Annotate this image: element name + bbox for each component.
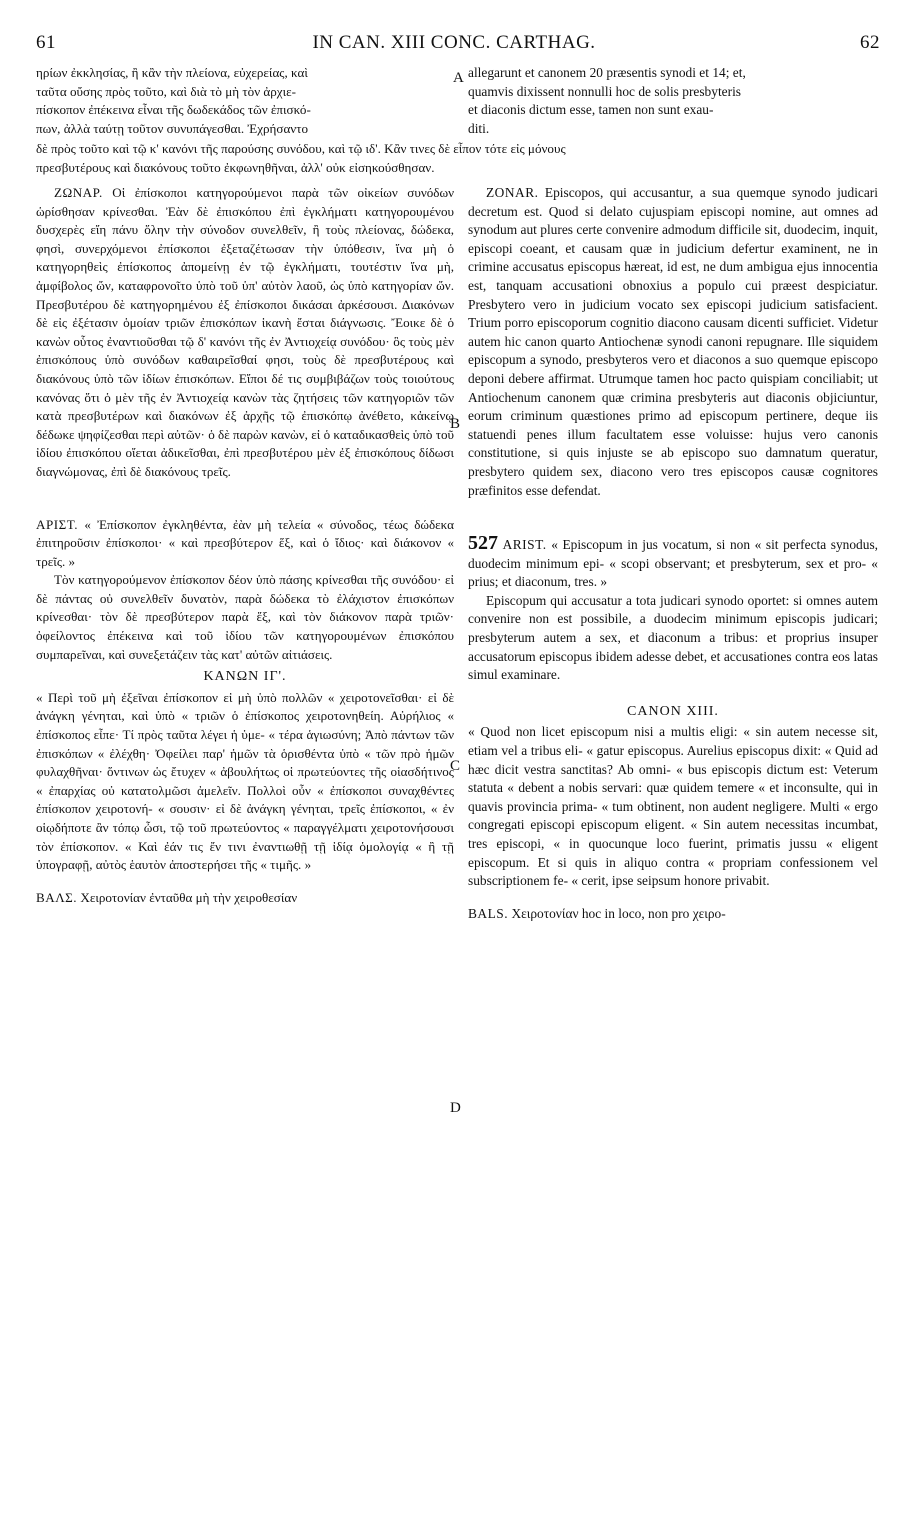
greek-canon-text: « Περὶ τοῦ μὴ ἐξεῖναι ἐπίσκοπον εἰ μὴ ὑπὸ πολλῶν « χειροτονεῖσθαι· εἰ δὲ ἀνάγκη γένηται, καὶ ὑπὸ « τριῶν ὁ ἐπίσκοπος χειροτονηθείη. Αὐρήλιος « ἐπίσκοπος εἶπε· Τί πρὸς ταῦτα λέγει ἡ ὑμε- « τέρα ἁγιωσύνη; Ἀπὸ πάντων τῶν ἐπισκόπων « ἐλέχθη· Ὀφείλει παρ' ἡμῶν τὰ ὁρισθέντα ὑπὸ « τῶν πρὸ ἡμῶν φυλαχθῆναι· ὅντινων ὡς ἔτυχεν « ἀβουλήτως οἱ πρωτεύοντες τῆς οἱασδήτινος « ἐπαρχίας οὐ κατατολμῶσι ἀμελεῖν. Πολλοὶ οὖν « ἐπίσκοποι συναχθέντες ἐπίσκοπον χειροτονή- « σουσιν· εἰ δὲ ἀνάγκη γένηται, τρεῖς ἐπίσκοποι, « ἐν οἱῳδήποτε ἂν τόπῳ ὦσι, τῷ τοῦ πρωτεύοντος « παραγγέλματι χειροτονήσουσι τὸν ἐπίσκοπον. « Καὶ ἐάν τις ἔν τινι ἐναντιωθῇ τῇ ἰδίᾳ ὁμολογίᾳ « ἢ τῇ ὑπογραφῇ, αὐτὸς ἑαυτὸν ἀποστερήσει τῆς « τιμῆς. » xyxy=(36,689,454,873)
zonaras-greek-commentary xyxy=(36,184,454,482)
zonaras-latin-text: Episcopos, qui accusantur, a sua quemque synodo judicari decretum est. Quod si delato cujuspiam episcopi nomine, aut omnes ad synodum aut plures certe convenire admodum difficile sit, duodecim, inquit, episcopi coeant, et causam quæ in judicium defertur examinent, ne in crimine accusatus episcopus hæreat, id est, ne dum ambigua ejus innocentia est, tanquam accusationi obnoxius a populo cui præest despiciatur. Presbytero vero in judicium vocato sex episcopi judicium satisfacient. Trium porro episcoporum cognitio diacono causam dicenti sufficiet. Videtur autem hic canon quarto Antiochenæ synodi canoni repugnare. Ille siquidem episcopum a synodo, presbyteros vero et diaconos a suo quemque episcopo deponi debere affirmat. Utrumque tamen hoc pacto quispiam conciliabit; ut Antiochenum canonem quæ crimina presbyteris aut diaconis objiciuntur, eorum criminum quæstiones primo ad episcopum pertinere, deque iis statuendi penes illum facultatem esse voluisse: hujus vero canonis constitutione, si quis injuste se ab episcopo suo damnatum queratur, presbytero quidem sex, diacono vero tres episcopos causæ cognitores præfinitos esse defendat. xyxy=(468,185,878,498)
latin-top-line: diti. xyxy=(468,120,490,136)
aristenus-greek-commentary xyxy=(36,516,454,572)
left-page-number: 61 xyxy=(36,32,56,53)
zonaras-latin-commentary xyxy=(468,184,878,500)
zonaras-label: ΖΩΝΑΡ. xyxy=(54,185,103,200)
greek-canon-title: ΚΑΝΩΝ ΙΓ'. xyxy=(203,669,287,685)
greek-top-line: πίσκοπον ἐπέκεινα εἶναι τῆς δωδεκάδος τῶν ἐπισκό- xyxy=(36,102,311,118)
aristenus-latin-text: Episcopum qui accusatur a tota judicari synodo oportet: si omnes autem convenire non est possibile, a duodecim minimum episcopis judicari; presbyterum autem a sex, et diaconum a tribus: et proprius insuper accusatorum episcopus ibidem adesse debet, et accusationes contra eos latas simul examinare. xyxy=(468,592,878,683)
column-number: 527 xyxy=(468,532,498,555)
margin-marker-b: B xyxy=(450,416,461,432)
running-header xyxy=(28,28,880,58)
margin-marker-a: A xyxy=(453,70,464,86)
latin-top-line: allegarunt et canonem 20 præsentis synodi et 14; et, xyxy=(468,65,746,80)
aristenus-latin-quote: « Episcopum in jus vocatum, si non « sit perfecta synodus, duodecim minimum epi- « scopi observant; et presbyterum, sex et pro- « prius; et diaconum, tres. » xyxy=(468,537,879,590)
greek-column xyxy=(36,184,454,907)
aristenus-latin-commentary xyxy=(468,534,878,592)
running-title: IN CAN. XIII CONC. CARTHAG. xyxy=(312,32,596,53)
latin-column xyxy=(468,184,878,923)
balsamon-label: ΒΑΛΣ. xyxy=(36,889,78,905)
greek-top-block xyxy=(36,64,454,138)
greek-top-line: πων, ἀλλὰ ταύτῃ τοῦτον συνυπάγεσθαι. Ἐχρήσαντο xyxy=(36,120,309,136)
book-page xyxy=(28,28,880,1528)
margin-marker-d: D xyxy=(450,1100,461,1116)
aristenus-greek-quote: « Ἐπίσκοπον ἐγκληθέντα, ἐὰν μὴ τελεία « σύνοδος, τέως δώδεκα ἐπιτηροῦσιν ἐπίσκοποι· « καὶ πρεσβύτερον ἕξ, καὶ ὁ ἴδιος· καὶ διάκονον « τρεῖς. » xyxy=(36,516,454,569)
balsamon-greek-text: Χειροτονίαν ἐνταῦθα μὴ τὴν χειροθεσίαν xyxy=(80,889,298,905)
latin-top-block xyxy=(468,64,878,138)
greek-top-line: ταῦτα οὔσης πρὸς τοῦτο, καὶ διὰ τὸ μὴ τὸν ἀρχιε- xyxy=(36,83,296,99)
balsamon-greek-commentary xyxy=(36,889,454,908)
latin-top-line: et diaconis dictum esse, tamen non sunt exau- xyxy=(468,102,714,118)
balsamon-latin-label: BALS. xyxy=(468,905,509,921)
aristenus-latin-label: ARIST. xyxy=(502,537,547,553)
balsamon-latin-commentary xyxy=(468,905,878,924)
greek-top-line: ηρίων ἐκκλησίας, ἢ κἂν τὴν πλείονα, εὐχερείας, καὶ xyxy=(36,65,308,80)
aristenus-label: ΑΡΙΣΤ. xyxy=(36,516,79,532)
zonaras-latin-label: ZONAR. xyxy=(486,185,539,200)
zonaras-greek-text: Οἱ ἐπίσκοποι κατηγορούμενοι παρὰ τῶν οἰκείων συνόδων ὡρίσθησαν κρίνεσθαι. Ἐὰν δὲ ἐπισκόπου ἐπὶ ἐγκλήματι κατηγορουμένου δυσχερὲς εἴη πάνυ ὅλην τὴν σύνοδον συνελθεῖν, ἢ τοὺς πλείονας, δώδεκα, φησὶ, συνερχόμενοι ἐπίσκοποι ἐξεταζέτωσαν τὴν ὑπόθεσιν, ἵνα μὴ ὁ κατηγορηθεὶς ἐπίσκοπος ἀπομείνῃ ἐν τῷ ἐγκλήματι, τουτέστιν ἵνα μὴ, ἀμφίβολος ὤν, καταφρονοῖτο ὑπὸ τοῦ ὑπ' αὐτὸν λαοῦ, ὡς ὑπὸ κατηγορίαν ὤν. Πρεσβυτέρου δὲ κατηγορημένου ἐξ ἐπίσκοποι δικάσαι ἀρκέσουσι. Διακόνων δὲ εἰς ἐξέτασιν ὁμοίαν τριῶν ἐπισκόπων ἱκανὴ ἔσται διάγνωσις. Ἔοικε δὲ ὁ κανὼν οὗτος ἐναντιοῦσθαι τῷ δ' κανόνι τῆς ἐν Ἀντιοχείᾳ συνόδου· ὃς τοὺς μὲν ἐπισκόπους ὑπὸ συνόδων καθαιρεῖσθαί φησι, τοὺς δὲ πρεσβυτέρους καὶ διακόνους ὑπὸ τῶν ἰδίων ἐπισκόπων. Εἴποι δέ τις συμβιβάζων τοὺς τοιούτους κανόνας ὅτι ὁ μὲν τῆς ἐν Ἀντιοχείᾳ κανὼν τὰς ζητήσεις τῶν κατηγοριῶν τῶν κατὰ πρεσβυτέρων καὶ διακόνων ἐξ ἀρχῆς τῷ ἐπισκόπῳ ἀνέθετο, κἀκείνῳ δέδωκε ψηφίζεσθαι περὶ αὐτῶν· ὁ δὲ παρὼν κανὼν, εἰ ὁ καταδικασθεὶς ὑπὸ τοῦ ἰδίου ἐπισκόπου οἴεται ἀδικεῖσθαι, ἐπὶ πρεσβυτέρου μὲν ἐξ ἐπισκόπους δίδωσι διαγνώμονας, ἐπὶ δὲ διακόνους τρεῖς. xyxy=(36,185,454,479)
aristenus-greek-text: Τὸν κατηγορούμενον ἐπίσκοπον δέον ὑπὸ πάσης κρίνεσθαι τῆς συνόδου· εἰ δὲ πάντας οὐ συνελθεῖν δυνατὸν, παρὰ δώδεκα τὸ ἐλάχιστον ἐπισκόπων κρίνεσθαι· τὸν δὲ πρεσβύτερον παρὰ ἕξ, καὶ τὸν διάκονον παρὰ τριῶν· ὀφείλοντος ἐπέκεινα καὶ τοῦ ἰδίου τῶν κατηγορουμένων ἐπισκόπου συμπαρεῖναι, καὶ συνεξετάζειν τὰς κατ' αὐτῶν αἰτιάσεις. xyxy=(36,572,454,662)
latin-canon-text: « Quod non licet episcopum nisi a multis eligi: « sin autem necesse sit, etiam vel a tribus eli- « gatur episcopus. Aurelius episcopus dixit: « Quid ad hæc dicit vestra sanctitas? Ab omni- « bus episcopis dictum est: Veterum statuta « debent a nobis servari: quæ quidem temere « et inconsulte, qui in quavis provincia prima- « tum obtinent, non audent negligere. Multi « ergo congregati episcopi episcopum eligent. « Sin autem necessitas incumbat, tres episcopi, « in quocunque loco fuerint, primatis jussu « eligent episcopum. Et si quis in aliquo contra « propriam confessionem vel subscriptionem fe- « cerit, ipse seipsum honore privabit. xyxy=(468,724,878,889)
margin-marker-c: C xyxy=(450,758,461,774)
full-width-line: πρεσβυτέρους καὶ διακόνους τοῦτο ἐκφωνηθῆναι, ἀλλ' οὐκ εἰσηκούσθησαν. xyxy=(36,160,435,175)
latin-canon-title: CANON XIII. xyxy=(627,703,719,719)
balsamon-latin-text: Χειροτονίαν hoc in loco, non pro χειρο- xyxy=(511,905,726,921)
latin-top-line: quamvis dixissent nonnulli hoc de solis presbyteris xyxy=(468,83,741,99)
full-width-line: δὲ πρὸς τοῦτο καὶ τῷ κ' κανόνι τῆς παρούσης συνόδου, καὶ τῷ ιδ'. Κἂν τινες δὲ εἶπον τότε εἰς μόνους xyxy=(36,141,566,156)
right-page-number: 62 xyxy=(860,32,880,53)
